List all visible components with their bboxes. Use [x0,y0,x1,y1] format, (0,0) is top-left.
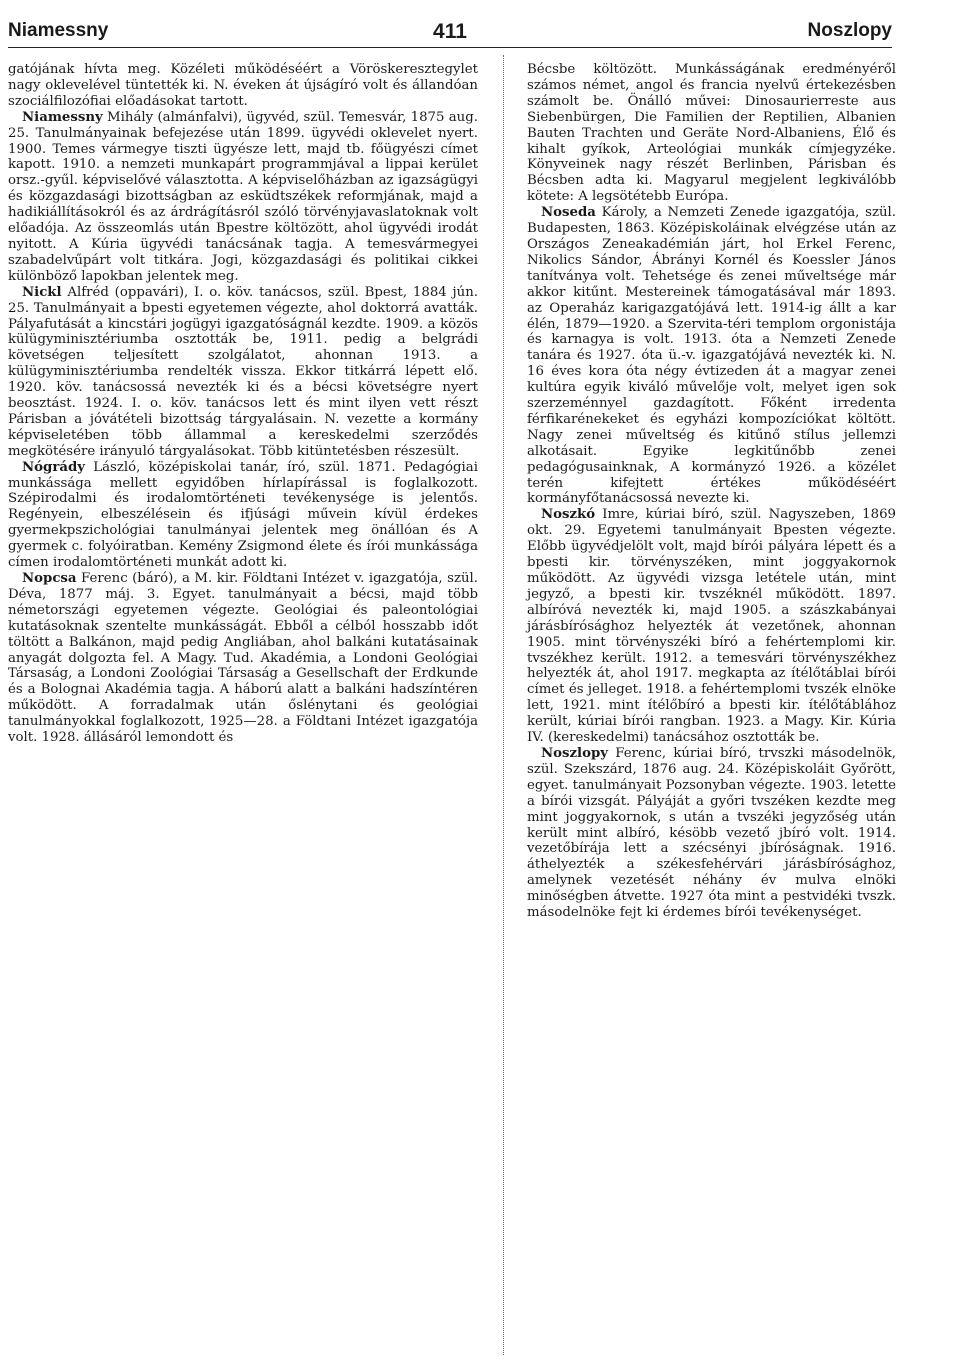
entry-text: László, középiskolai tanár, író, szül. 1871. Pedagógiai munkássága mellett egyidőben hírlapírással is foglalkozott. Szépirodalmi és irodalomtörténeti tevékenysége is jelentős. Regényein, elbeszélésein és ifjúsági művein kívül érdekes gyermekpszichológiai tanulmányai jelentek meg önállóan és A gyermek c. folyóiratban. Kemény Zsigmond élete és írói munkássága címen irodalomtörténeti munkát adott ki. [8,459,478,571]
entry-noszlopy [527,746,896,921]
entry-text: Imre, kúriai bíró, szül. Nagyszeben, 1869 okt. 29. Egyetemi tanulmányait Bpesten végezte. Előbb ügyvédjelölt volt, majd bírói pályára lépett és a bpesti kir. törvényszéken, mint joggyakornok működött. Az ügyvédi vizsga letétele után, mint jegyző, a bpesti kir. tvszéknél működött. 1897. albíróvá nevezték ki, majd 1905. a szászkabányai járásbírósághoz helyezték át vezetőnek, ahonnan 1905. mint törvényszéki bíró a fehértemplomi kir. tvszékhez került. 1912. a temesvári törvényszékhez helyezték át, ahol 1917. megkapta az ítélőtáblai bírói címet és jelleget. 1918. a fehértemplomi tvszék elnöke lett, 1921. mint ítélőbíró a bpesti kir. ítélőtáblához került, kúriai bírói rangban. 1923. a Magy. Kir. Kúria IV. (kereskedelmi) tanácsához osztották be. [527,507,896,746]
entry-headword: Noszlopy [541,745,609,761]
left-column [8,62,478,746]
entry-headword: Nopcsa [22,571,77,586]
entry-text: Mihály (almánfalvi), ügyvéd, szül. Temesvár, 1875 aug. 25. Tanulmányainak befejezése után 1899. ügyvédi oklevelet nyert. 1900. Temes vármegye tiszti ügyésze lett, majd tb. főügyészi címet kapott. 1910. a nemzeti munkapárt programmjával a lippai kerület orsz.-gyűl. képviselővé választotta. A képviselőházban az igazságügyi és közgazdasági bizottságban az esküdtszékek reformjának, majd a hadikiállításokról és az árdrágításról szóló törvényjavaslatoknak volt előadója. Az összeomlás után Bpestre költözött, ahol ügyvédi irodát nyitott. A Kúria ügyvédi tanácsának tagja. A temesvármegyei szabadelvűpárt volt titkára. Jogi, közgazdasági és politikai cikkei különböző lapokban jelentek meg. [8,109,478,284]
entry-headword: Nickl [22,284,62,300]
entry-text: gatójának hívta meg. Közéleti működéséért a Vöröskeresztegylet nagy oklevelével tüntették ki. N. éveken át újságíró volt és állandóan szociálfilozófiai előadásokat tartott. [8,62,478,109]
column-divider [503,55,504,1355]
entry-headword: Noseda [541,205,596,221]
entry-noszkó [527,507,896,746]
entry-niamessny [8,110,478,285]
running-head-right: Noszlopy [807,20,892,41]
entry-text: Ferenc (báró), a M. kir. Földtani Intézet v. igazgatója, szül. Déva, 1877 máj. 3. Egyet. tanulmányait a bécsi, majd több németországi egyetemen végezte. Geológiai és paleontológiai kutatásoknak szentelte munkásságát. Ebből a célból hosszabb időt töltött a Balkánon, majd pedig Angliában, ahol balkáni kutatásainak anyagát dolgozta fel. A Magy. Tud. Akadémia, a Londoni Geológiai Társaság, a Londoni Zoológiai Társaság a Gesellschaft der Erdkunde és a Bolognai Akadémia tagja. A háború alatt a balkáni hadszíntéren működött. A forradalmak után őslénytani és geológiai tanulmányokkal foglalkozott, 1925—28. a Földtani Intézet igazgatója volt. 1928. állásáról lemondott és [8,571,478,746]
header-rule [8,47,892,48]
page-number: 411 [433,20,467,43]
entry-nógrády [8,460,478,571]
entry-continuation [8,62,478,110]
entry-text: Ferenc, kúriai bíró, trvszki másodelnök, szül. Szekszárd, 1876 aug. 24. Középiskoláit Győrött, egyet. tanulmányait Pozsonyban végezte. 1903. letette a bírói vizsgát. Pályáját a győri tvszéken kezdte meg mint joggyakornok, s után a tvszéki jegyzőség után került mint albíró, késöbb vezető jbíró volt. 1914. vezetőbírája lett a szécsényi jbíróságnak. 1916. áthelyezték a székesfehérvári járásbírósághoz, amelynek vezetését néhány év mulva elnöki minőségben átvette. 1927 óta mint a pestvidéki tvszk. másodelnöke fejt ki érdemes bírói tevékenységet. [527,745,896,921]
entry-nopcsa [8,571,478,746]
page-header [8,20,892,50]
right-column [527,62,896,921]
entry-text: Alfréd (oppavári), I. o. köv. tanácsos, szül. Bpest, 1884 jún. 25. Tanulmányait a bpesti egyetemen végezte, ahol doktorrá avatták. Pályafutását a kincstári jogügyi igazgatóságnál kezdte. 1909. a közös külügyminisztériumba osztották be, 1911. pedig a belgrádi követségen teljesített szolgálatot, ahonnan 1913. a külügyminisztériumba rendelték vissza. Ekkor titkárrá lépett elő. 1920. köv. tanácsossá nevezték ki és a bécsi követségre nyert beosztást. 1924. I. o. köv. tanácsos lett és mint ilyen vett részt Párisban a jóvátételi bizottság tárgyalásain. N. vezette a kormány képviseletében több állammal a kereskedelmi szerződés megkötésére irányuló tárgyalásokat. Több kitüntetésben részesült. [8,284,478,459]
entry-text: Károly, a Nemzeti Zenede igazgatója, szül. Budapesten, 1863. Középiskoláinak elvégzése után az Országos Zeneakadémián járt, hol Erkel Ferenc, Nikolics Sándor, Ábrányi Kornél és Koessler János tanítványa volt. Tehetsége és zenei műveltsége már akkor kitűnt. Mestereinek támogatásával már 1893. az Operaház karigazgatójává lett. 1914-ig állt a kar élén, 1879—1920. a Szervita-téri templom orgonistája és karnagya is volt. 1913. óta a Nemzeti Zenede tanára és 1927. óta ü.-v. igazgatójává nevezték ki. N. 16 éves kora óta négy évtizeden át a magyar zenei kultúra egyik kiváló művelője volt, melyet igen sok szerzeménnyel gazdagított. Főként irredenta férfikarénekeket és egyházi kompozíciókat költött. Nagy zenei műveltség és kitűnő stílus jellemzi alkotásait. Egyike legkitűnőbb zenei pedagógusainknak, A kormányzó 1926. a közélet terén kifejtett értékes működéséért kormányfőtanácsossá nevezte ki. [527,205,896,507]
entry-headword: Nógrády [22,459,85,475]
entry-text: Bécsbe költözött. Munkásságának eredményéről számos német, angol és francia nyelvű értekezésben számolt be. Önálló művei: Dinosaurierreste aus Siebenbürgen, Die Familien der Reptilien, Albanien Bauten Trachten und Geräte Nord-Albaniens, Élő és kihalt gyíkok, Arteológiai munkák címjegyzéke. Könyveinek nagy részét Berlinben, Párisban és Bécsben adta ki. Magyarul megjelent legkiválóbb kötete: A legsötétebb Európa. [527,62,896,205]
entry-headword: Noszkó [541,507,596,523]
entry-noseda [527,205,896,507]
entry-headword: Niamessny [22,109,103,125]
entry-nickl [8,285,478,460]
running-head-left: Niamessny [8,20,109,41]
entry-continuation [527,62,896,205]
